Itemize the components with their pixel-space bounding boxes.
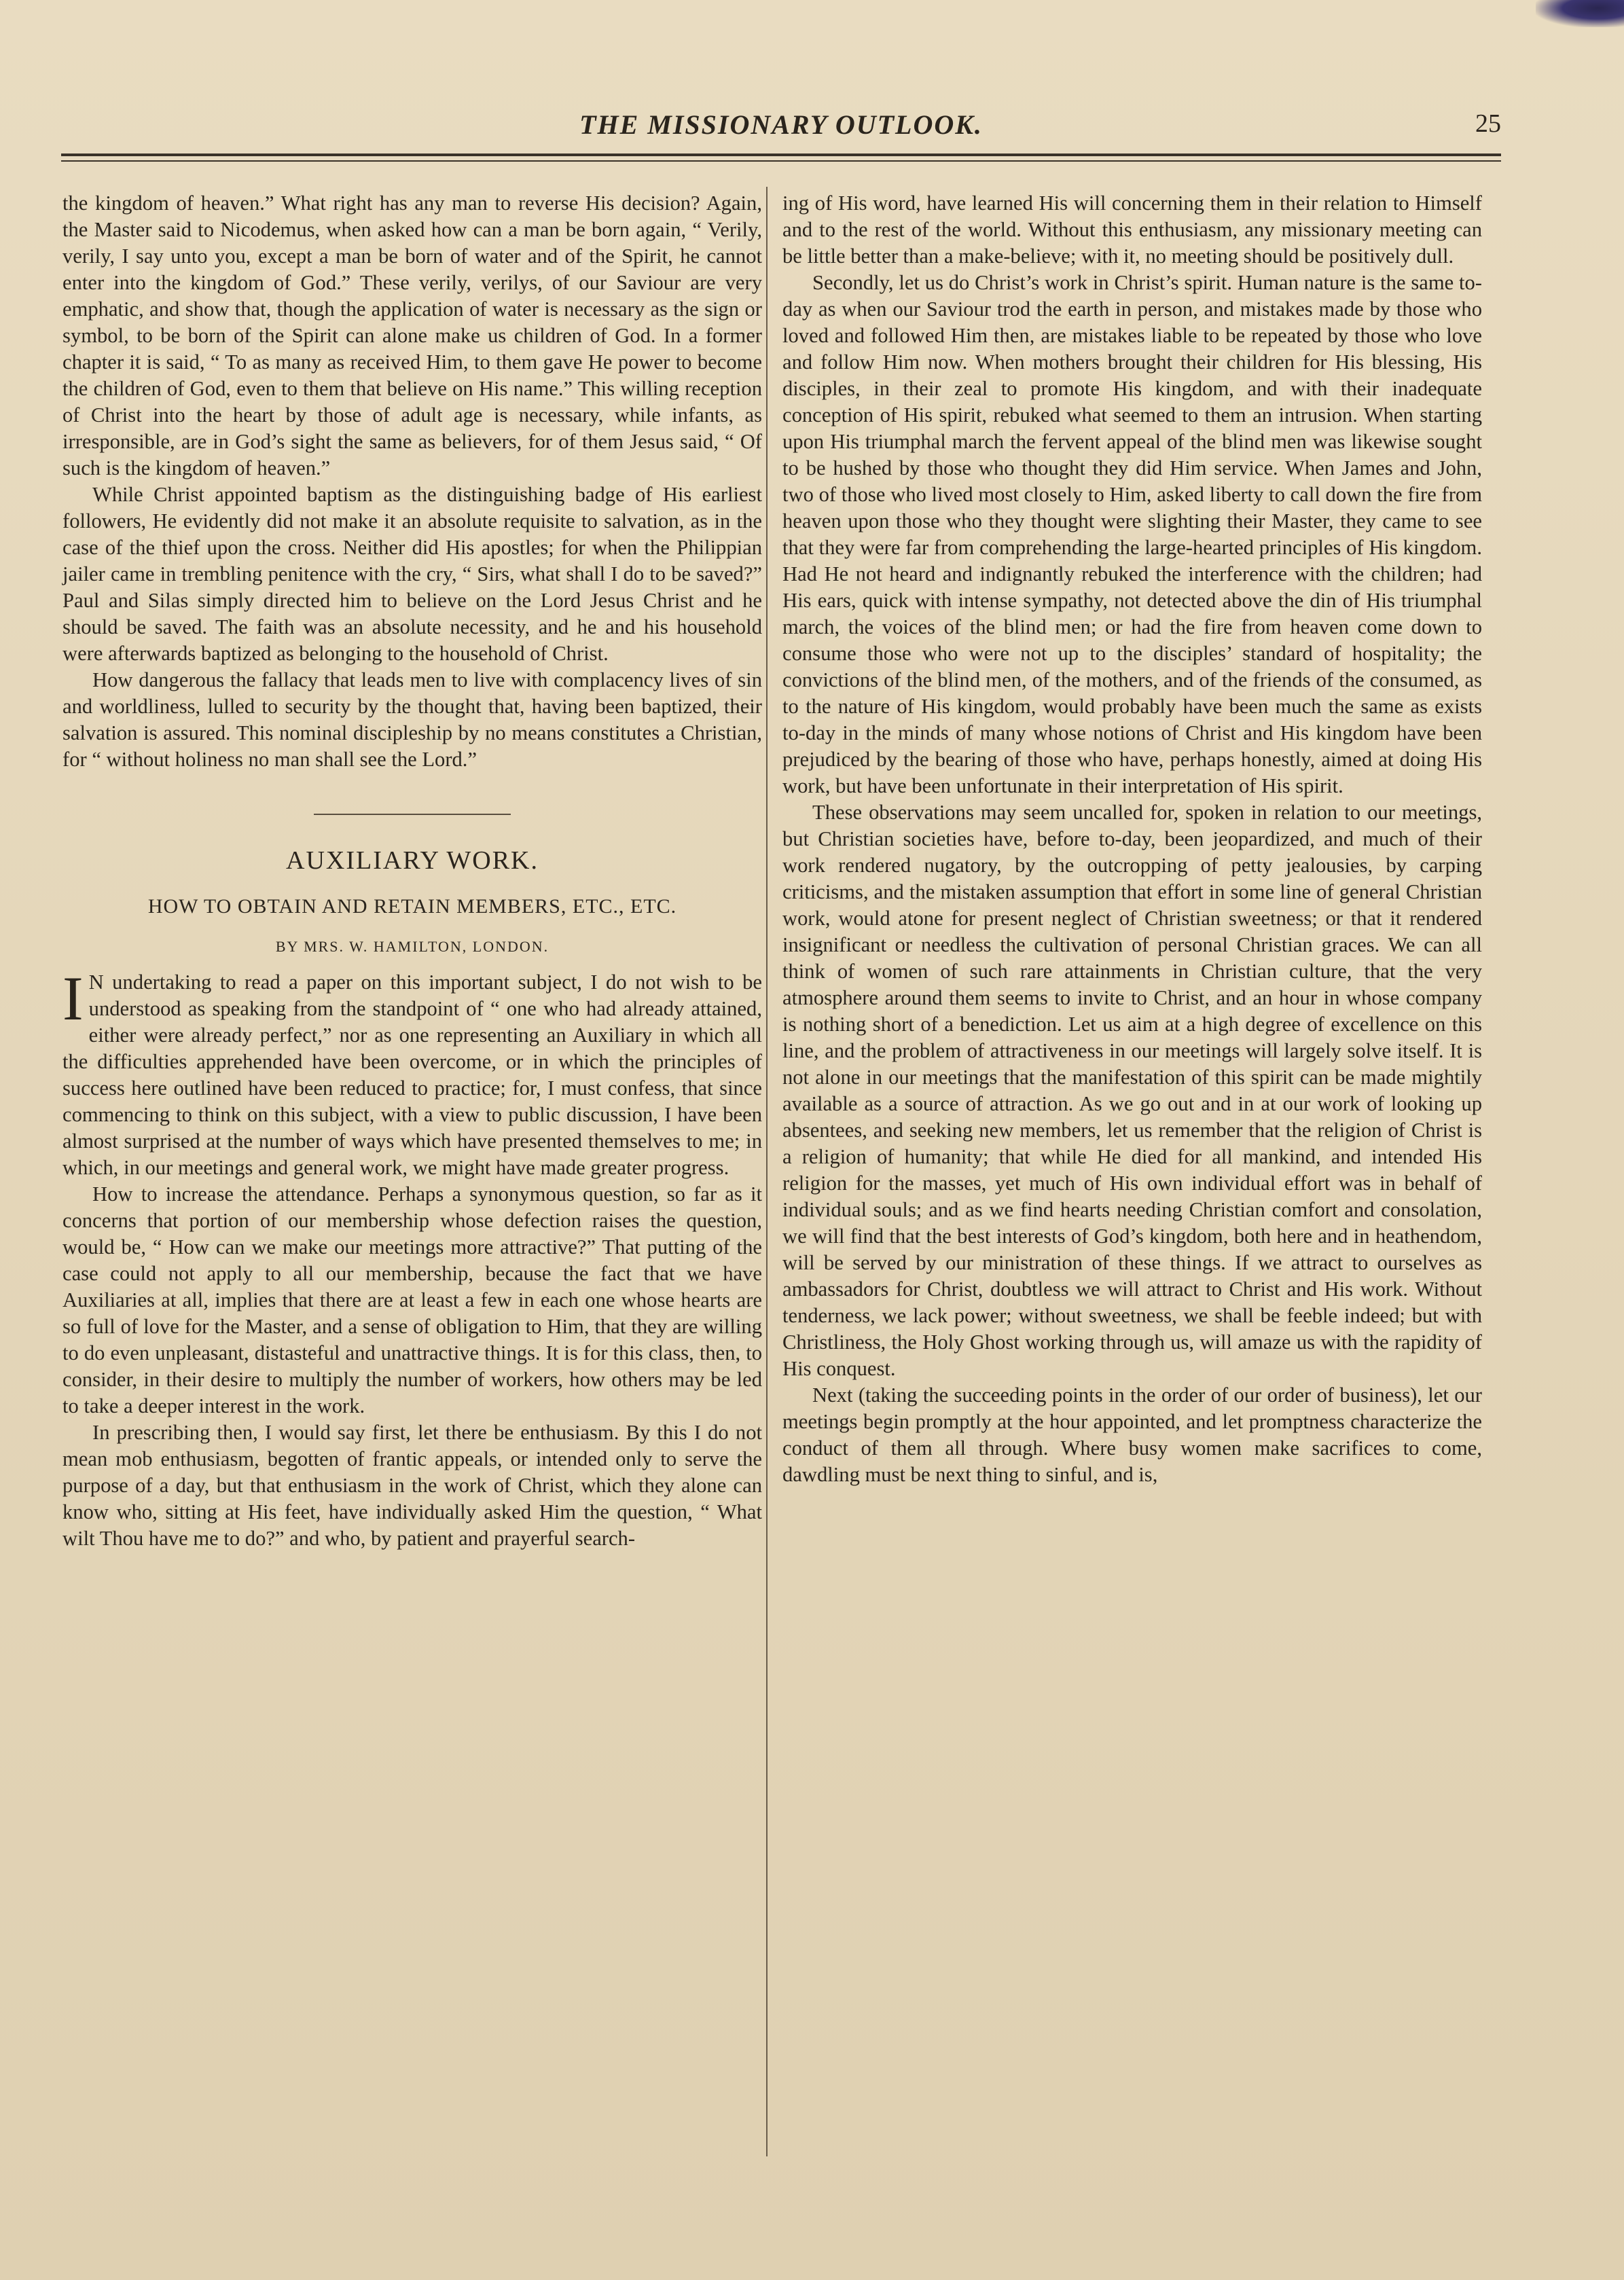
paragraph: the kingdom of heaven.” What right has any man to reverse His decision? Again, the Master said to Nicodemus, when asked how can a man be born again, “ Verily, verily, I say unto you, except a man be born of water and of the Spirit, he cannot enter into the kingdom of God.” These verily, verilys, of our Saviour are very emphatic, and show that, though the application of water is necessary as the sign or symbol, to be born of the Spirit can alone make us children of God. In a former chapter it is said, “ To as many as received Him, to them gave He power to become the children of God, even to them that believe on His name.” This willing reception of Christ into the heart by those of adult age is necessary, while infants, as irresponsible, are in God’s sight the same as believers, for of them Jesus said, “ Of such is the kingdom of heaven.”: [62, 192, 762, 479]
paragraph: Secondly, let us do Christ’s work in Christ’s spirit. Human nature is the same to-day as when our Saviour trod the earth in person, and mistakes made by those who loved and followed Him then, are mistakes liable to be repeated by those who love and follow Him now. When mothers brought their children for His blessing, His disciples, in their zeal to promote His kingdom, and with their inadequate conception of His spirit, rebuked what seemed to them an intrusion. When starting upon His triumphal march the fervent appeal of the blind men was likewise sought to be hushed by those who thought they did Him service. When James and John, two of those who lived most closely to Him, asked liberty to call down the fire from heaven upon those who they thought were slighting their Master, they came to see that they were far from comprehending the large-hearted principles of His kingdom. Had He not heard and indignantly rebuked the interference with the children; had His ears, quick with intense sympathy, not detected above the din of His triumphal march, the voices of the blind men; or had the fire from heaven come down to consume those who were not up to the disciples’ standard of hospitality; the convictions of the blind men, of the mothers, and of the friends of the consumed, as to the nature of His kingdom, would probably have been much the same as exists to-day in the minds of many whose notions of Christ and His kingdom have been prejudiced by the bearing of those who have, perhaps honestly, aimed at doing His work, but have been unfortunate in their interpretation of His spirit.: [782, 271, 1482, 797]
paragraph: While Christ appointed baptism as the distinguishing badge of His earliest followers, He evidently did not make it an absolute requisite to salvation, as in the case of the thief upon the cross. Neither did His apostles; for when the Philippian jailer came in trembling penitence with the cry, “ Sirs, what shall I do to be saved?” Paul and Silas simply directed him to believe on the Lord Jesus Christ and he should be saved. The faith was an absolute necessity, and he and his household were afterwards baptized as belonging to the household of Christ.: [62, 483, 762, 665]
header-rule-thick: [61, 153, 1501, 156]
paragraph: How to increase the attendance. Perhaps a synonymous question, so far as it concerns that portion of our membership whose defection raises the question, would be, “ How can we make our meetings more attractive?” That putting of the case could not apply to all our membership, because the fact that we have Auxiliaries at all, implies that there are at least a few in each one whose hearts are so full of love for the Master, and a sense of obligation to Him, that they are willing to do even unpleasant, distasteful and unattractive things. It is for this class, then, to consider, in their desire to multiply the number of workers, how others may be led to take a deeper interest in the work.: [62, 1182, 762, 1417]
paragraph-text: N undertaking to read a paper on this important subject, I do not wish to be understood as speaking from the standpoint of “ one who had already attained, either were already perfect,” nor as one representing an Auxiliary in which all the difficulties apprehended have been overcome, or in which the principles of success here outlined have been reduced to practice; for, I must confess, that since commencing to think on this subject, with a view to public discussion, I have been almost surprised at the number of ways which have presented themselves to me; in which, in our meetings and general work, we might have made greater progress.: [62, 971, 762, 1179]
paragraph: Next (taking the succeeding points in the order of our order of business), let our meetings begin promptly at the hour appointed, and let promptness characterize the conduct of them all through. Where busy women make sacrifices to come, dawdling must be next thing to sinful, and is,: [782, 1383, 1482, 1486]
right-column: [782, 190, 1482, 1488]
article-subtitle: HOW TO OBTAIN AND RETAIN MEMBERS, ETC., ETC.: [147, 895, 677, 918]
ink-blot-mark: [1536, 0, 1624, 27]
left-column: [62, 190, 762, 1552]
article-byline: BY MRS. W. HAMILTON, LONDON.: [275, 938, 549, 955]
section-title: AUXILIARY WORK.: [286, 846, 539, 875]
paragraph: How dangerous the fallacy that leads men to live with complacency lives of sin and worldliness, lulled to security by the thought that, having been baptized, their salvation is assured. This nominal discipleship by no means constitutes a Christian, for “ without holiness no man shall see the Lord.”: [62, 668, 762, 771]
running-title: THE MISSIONARY OUTLOOK.: [579, 109, 983, 140]
page-header: [61, 109, 1501, 149]
paragraph: These observations may seem uncalled for, spoken in relation to our meetings, but Christian societies have, before to-day, been jeopardized, and much of their work rendered nugatory, by the outcropping of petty jealousies, by carping criticisms, and the mistaken assumption that effort in some line of general Christian work, would atone for present neglect of Christian sweetness; or that it rendered insignificant or needless the cultivation of personal Christian graces. We can all think of women of such rare attainments in Christian culture, that the very atmosphere around them seems to invite to Christ, and an hour in whose company is nothing short of a benediction. Let us aim at a high degree of excellence on this line, and the problem of attractiveness in our meetings will largely solve itself. It is not alone in our meetings that the manifestation of this spirit can be made mightily available as a source of attraction. As we go out and in at our work of looking up absentees, and seeking new members, let us remember that the religion of Christ is a religion of humanity; that while He died for all mankind, and intended His religion for the masses, yet much of His own individual effort was in behalf of individual souls; and as we find hearts needing Christian comfort and consolation, we will find that the best interests of God’s kingdom, both here and in heathendom, will be served by our ministration of these things. If we attract to ourselves as ambassadors for Christ, doubtless we will attract to Christ and His work. Without tenderness, we lack power; without sweetness, we shall be feeble indeed; but with Christliness, the Holy Ghost working through us, will amaze us with the rapidity of His conquest.: [782, 801, 1482, 1380]
column-divider: [766, 187, 768, 2156]
section-separator: [314, 814, 511, 815]
drop-cap: I: [62, 964, 84, 1033]
page-number: 25: [1475, 109, 1501, 138]
paragraph: In prescribing then, I would say first, let there be enthusiasm. By this I do not mean mob enthusiasm, begotten of frantic appeals, or intended only to serve the purpose of a day, but that enthusiasm in the work of Christ, which they alone can know who, sitting at His feet, have individually asked Him the question, “ What wilt Thou have me to do?” and who, by patient and prayerful search-: [62, 1421, 762, 1550]
paragraph: [62, 964, 762, 1181]
paragraph: ing of His word, have learned His will concerning them in their relation to Himself and to the rest of the world. Without this enthusiasm, any missionary meeting can be little better than a make-believe; with it, no meeting should be positively dull.: [782, 192, 1482, 268]
header-rule-thin: [61, 160, 1501, 162]
